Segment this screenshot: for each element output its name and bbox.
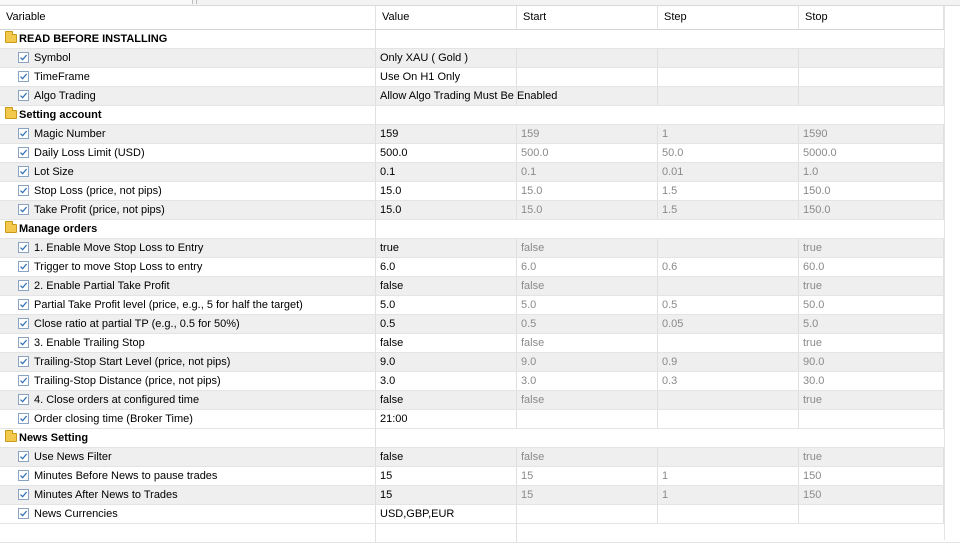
step-cell[interactable]: 0.9: [658, 353, 799, 371]
group-cell: [0, 220, 376, 238]
tab-other[interactable]: [196, 0, 297, 4]
check-icon: [19, 243, 28, 252]
start-cell[interactable]: [517, 68, 658, 86]
optimize-checkbox[interactable]: [18, 489, 29, 500]
stop-cell[interactable]: 5000.0: [799, 144, 944, 162]
variable-name: Trailing-Stop Start Level (price, not pips): [34, 356, 231, 368]
variable-name: Algo Trading: [34, 90, 96, 102]
step-cell[interactable]: 50.0: [658, 144, 799, 162]
variable-name: News Currencies: [34, 508, 118, 520]
stop-cell[interactable]: [799, 505, 944, 523]
start-cell[interactable]: 3.0: [517, 372, 658, 390]
parameter-row[interactable]: [0, 467, 960, 486]
value-cell[interactable]: 15.0: [376, 182, 517, 200]
parameter-row[interactable]: [0, 315, 960, 334]
group-title: READ BEFORE INSTALLING: [19, 33, 168, 45]
parameter-row[interactable]: [0, 144, 960, 163]
variable-cell: [0, 68, 376, 86]
folder-icon: [5, 110, 17, 119]
stop-cell[interactable]: 1590: [799, 125, 944, 143]
check-icon: [19, 471, 28, 480]
value-cell[interactable]: false: [376, 334, 517, 352]
group-cell: [0, 30, 376, 48]
check-icon: [19, 281, 28, 290]
optimize-checkbox[interactable]: [18, 451, 29, 462]
check-icon: [19, 53, 28, 62]
check-icon: [19, 167, 28, 176]
variable-name: 1. Enable Move Stop Loss to Entry: [34, 242, 204, 254]
variable-cell: [0, 277, 376, 295]
stop-cell[interactable]: 1.0: [799, 163, 944, 181]
group-row[interactable]: [0, 30, 960, 49]
column-header-stop[interactable]: Stop: [799, 6, 944, 29]
stop-cell[interactable]: [799, 87, 944, 105]
grid-header: [0, 6, 960, 30]
check-icon: [19, 490, 28, 499]
start-cell[interactable]: 15.0: [517, 182, 658, 200]
check-icon: [19, 376, 28, 385]
variable-name: Daily Loss Limit (USD): [34, 147, 145, 159]
step-cell[interactable]: 1: [658, 486, 799, 504]
parameter-row[interactable]: [0, 296, 960, 315]
folder-icon: [5, 433, 17, 442]
step-cell[interactable]: [658, 391, 799, 409]
column-header-step[interactable]: Step: [658, 6, 799, 29]
parameter-row[interactable]: [0, 277, 960, 296]
step-cell[interactable]: [658, 277, 799, 295]
stop-cell[interactable]: 150: [799, 467, 944, 485]
step-cell[interactable]: 0.05: [658, 315, 799, 333]
tab-inputs[interactable]: [0, 0, 193, 4]
value-cell[interactable]: 21:00: [376, 410, 517, 428]
parameter-row[interactable]: [0, 125, 960, 144]
optimize-checkbox[interactable]: [18, 185, 29, 196]
optimize-checkbox[interactable]: [18, 90, 29, 101]
value-cell[interactable]: 0.5: [376, 315, 517, 333]
stop-cell[interactable]: [799, 410, 944, 428]
start-cell[interactable]: false: [517, 391, 658, 409]
optimize-checkbox[interactable]: [18, 166, 29, 177]
variable-name: Close ratio at partial TP (e.g., 0.5 for 50%): [34, 318, 240, 330]
value-cell[interactable]: 159: [376, 125, 517, 143]
start-cell[interactable]: 5.0: [517, 296, 658, 314]
variable-name: Use News Filter: [34, 451, 112, 463]
step-cell[interactable]: 0.5: [658, 296, 799, 314]
group-cell: [0, 429, 376, 447]
stop-cell[interactable]: true: [799, 277, 944, 295]
group-title: News Setting: [19, 432, 89, 444]
check-icon: [19, 338, 28, 347]
variable-cell: [0, 258, 376, 276]
optimize-checkbox[interactable]: [18, 413, 29, 424]
step-cell[interactable]: 1: [658, 125, 799, 143]
parameter-row[interactable]: [0, 391, 960, 410]
value-cell[interactable]: 15: [376, 467, 517, 485]
variable-cell: [0, 87, 376, 105]
variable-cell: [0, 182, 376, 200]
parameter-row[interactable]: [0, 372, 960, 391]
optimize-checkbox[interactable]: [18, 280, 29, 291]
variable-cell: [0, 239, 376, 257]
variable-name: 2. Enable Partial Take Profit: [34, 280, 170, 292]
stop-cell[interactable]: true: [799, 239, 944, 257]
parameter-row[interactable]: [0, 201, 960, 220]
value-cell[interactable]: 15: [376, 486, 517, 504]
group-cell: [0, 106, 376, 124]
step-cell[interactable]: [658, 448, 799, 466]
stop-cell[interactable]: 150: [799, 486, 944, 504]
start-cell[interactable]: 0.5: [517, 315, 658, 333]
optimize-checkbox[interactable]: [18, 204, 29, 215]
step-cell[interactable]: 0.6: [658, 258, 799, 276]
value-cell[interactable]: 500.0: [376, 144, 517, 162]
variable-cell: [0, 372, 376, 390]
variable-cell: [0, 201, 376, 219]
value-cell[interactable]: 5.0: [376, 296, 517, 314]
start-cell[interactable]: 15: [517, 486, 658, 504]
stop-cell[interactable]: 5.0: [799, 315, 944, 333]
value-cell[interactable]: 3.0: [376, 372, 517, 390]
variable-name: TimeFrame: [34, 71, 90, 83]
optimize-checkbox[interactable]: [18, 299, 29, 310]
optimize-checkbox[interactable]: [18, 470, 29, 481]
step-cell[interactable]: [658, 87, 799, 105]
variable-cell: [0, 448, 376, 466]
value-cell[interactable]: Only XAU ( Gold ): [376, 49, 517, 67]
optimize-checkbox[interactable]: [18, 394, 29, 405]
stop-cell[interactable]: [799, 68, 944, 86]
value-cell[interactable]: 0.1: [376, 163, 517, 181]
variable-cell: [0, 296, 376, 314]
value-cell[interactable]: Use On H1 Only: [376, 68, 517, 86]
stop-cell[interactable]: 60.0: [799, 258, 944, 276]
parameter-row[interactable]: [0, 448, 960, 467]
variable-name: 4. Close orders at configured time: [34, 394, 200, 406]
variable-name: Symbol: [34, 52, 71, 64]
start-cell[interactable]: 0.1: [517, 163, 658, 181]
step-cell[interactable]: 1.5: [658, 201, 799, 219]
check-icon: [19, 148, 28, 157]
variable-cell: [0, 505, 376, 523]
variable-cell: [0, 49, 376, 67]
step-cell[interactable]: [658, 239, 799, 257]
parameter-row[interactable]: [0, 239, 960, 258]
group-row[interactable]: [0, 106, 960, 125]
stop-cell[interactable]: 30.0: [799, 372, 944, 390]
empty-cell: [0, 524, 376, 542]
variable-name: 3. Enable Trailing Stop: [34, 337, 145, 349]
variable-cell: [0, 391, 376, 409]
variable-name: Magic Number: [34, 128, 106, 140]
optimize-checkbox[interactable]: [18, 52, 29, 63]
check-icon: [19, 414, 28, 423]
variable-name: Order closing time (Broker Time): [34, 413, 193, 425]
optimize-checkbox[interactable]: [18, 71, 29, 82]
variable-cell: [0, 125, 376, 143]
check-icon: [19, 205, 28, 214]
variable-name: Trailing-Stop Distance (price, not pips): [34, 375, 221, 387]
stop-cell[interactable]: true: [799, 448, 944, 466]
check-icon: [19, 300, 28, 309]
parameter-row[interactable]: [0, 163, 960, 182]
optimize-checkbox[interactable]: [18, 508, 29, 519]
variable-name: Stop Loss (price, not pips): [34, 185, 162, 197]
group-title: Manage orders: [19, 223, 98, 235]
step-cell[interactable]: 0.01: [658, 163, 799, 181]
parameter-row[interactable]: [0, 182, 960, 201]
optimize-checkbox[interactable]: [18, 128, 29, 139]
step-cell[interactable]: 1.5: [658, 182, 799, 200]
optimize-checkbox[interactable]: [18, 318, 29, 329]
variable-name: Lot Size: [34, 166, 74, 178]
check-icon: [19, 452, 28, 461]
step-cell[interactable]: 0.3: [658, 372, 799, 390]
stop-cell[interactable]: 90.0: [799, 353, 944, 371]
start-cell[interactable]: 9.0: [517, 353, 658, 371]
variable-name: Trigger to move Stop Loss to entry: [34, 261, 203, 273]
value-cell[interactable]: USD,GBP,EUR: [376, 505, 517, 523]
column-header-value[interactable]: Value: [376, 6, 517, 29]
group-row[interactable]: [0, 429, 960, 448]
start-cell[interactable]: false: [517, 277, 658, 295]
stop-cell[interactable]: 150.0: [799, 182, 944, 200]
start-cell[interactable]: 15.0: [517, 201, 658, 219]
step-cell[interactable]: [658, 68, 799, 86]
variable-cell: [0, 486, 376, 504]
optimize-checkbox[interactable]: [18, 337, 29, 348]
variable-cell: [0, 144, 376, 162]
parameter-row[interactable]: [0, 505, 960, 524]
variable-name: Take Profit (price, not pips): [34, 204, 165, 216]
optimize-checkbox[interactable]: [18, 356, 29, 367]
start-cell[interactable]: [517, 49, 658, 67]
value-cell[interactable]: 15.0: [376, 201, 517, 219]
start-cell[interactable]: 15: [517, 467, 658, 485]
check-icon: [19, 91, 28, 100]
variable-cell: [0, 353, 376, 371]
variable-cell: [0, 410, 376, 428]
start-cell[interactable]: [517, 410, 658, 428]
check-icon: [19, 319, 28, 328]
step-cell[interactable]: [658, 334, 799, 352]
variable-name: Minutes Before News to pause trades: [34, 470, 218, 482]
check-icon: [19, 262, 28, 271]
step-cell[interactable]: [658, 505, 799, 523]
start-cell[interactable]: 500.0: [517, 144, 658, 162]
start-cell[interactable]: 159: [517, 125, 658, 143]
start-cell[interactable]: false: [517, 239, 658, 257]
check-icon: [19, 129, 28, 138]
check-icon: [19, 509, 28, 518]
check-icon: [19, 72, 28, 81]
start-cell[interactable]: false: [517, 448, 658, 466]
folder-icon: [5, 224, 17, 233]
value-cell[interactable]: false: [376, 277, 517, 295]
empty-row: [0, 524, 960, 543]
start-cell[interactable]: [517, 505, 658, 523]
parameter-row[interactable]: [0, 410, 960, 429]
folder-icon: [5, 34, 17, 43]
start-cell[interactable]: 6.0: [517, 258, 658, 276]
empty-cell: [376, 524, 517, 542]
start-cell[interactable]: [517, 87, 658, 105]
parameter-row[interactable]: [0, 49, 960, 68]
value-cell[interactable]: true: [376, 239, 517, 257]
step-cell[interactable]: [658, 49, 799, 67]
stop-cell[interactable]: 50.0: [799, 296, 944, 314]
check-icon: [19, 357, 28, 366]
step-cell[interactable]: [658, 410, 799, 428]
stop-cell[interactable]: [799, 49, 944, 67]
start-cell[interactable]: false: [517, 334, 658, 352]
step-cell[interactable]: 1: [658, 467, 799, 485]
parameter-row[interactable]: [0, 87, 960, 106]
optimize-checkbox[interactable]: [18, 261, 29, 272]
stop-cell[interactable]: true: [799, 391, 944, 409]
inputs-grid: [0, 6, 960, 543]
variable-cell: [0, 467, 376, 485]
stop-cell[interactable]: 150.0: [799, 201, 944, 219]
optimize-checkbox[interactable]: [18, 375, 29, 386]
check-icon: [19, 395, 28, 404]
column-header-start[interactable]: Start: [517, 6, 658, 29]
variable-name: Minutes After News to Trades: [34, 489, 178, 501]
variable-cell: [0, 163, 376, 181]
parameter-row[interactable]: [0, 334, 960, 353]
stop-cell[interactable]: true: [799, 334, 944, 352]
column-header-variable[interactable]: Variable: [0, 6, 376, 29]
check-icon: [19, 186, 28, 195]
variable-cell: [0, 334, 376, 352]
value-cell[interactable]: 9.0: [376, 353, 517, 371]
optimize-checkbox[interactable]: [18, 242, 29, 253]
value-cell[interactable]: 6.0: [376, 258, 517, 276]
parameter-row[interactable]: [0, 353, 960, 372]
variable-cell: [0, 315, 376, 333]
group-row[interactable]: [0, 220, 960, 239]
variable-name: Partial Take Profit level (price, e.g., 5 for half the target): [34, 299, 303, 311]
value-cell[interactable]: false: [376, 391, 517, 409]
grid-body: [0, 30, 960, 543]
vertical-scrollbar[interactable]: [944, 6, 961, 540]
parameter-row[interactable]: [0, 68, 960, 87]
value-cell[interactable]: false: [376, 448, 517, 466]
parameter-row[interactable]: [0, 486, 960, 505]
group-title: Setting account: [19, 109, 102, 121]
value-cell[interactable]: Allow Algo Trading Must Be Enabled: [376, 87, 517, 105]
optimize-checkbox[interactable]: [18, 147, 29, 158]
parameter-row[interactable]: [0, 258, 960, 277]
